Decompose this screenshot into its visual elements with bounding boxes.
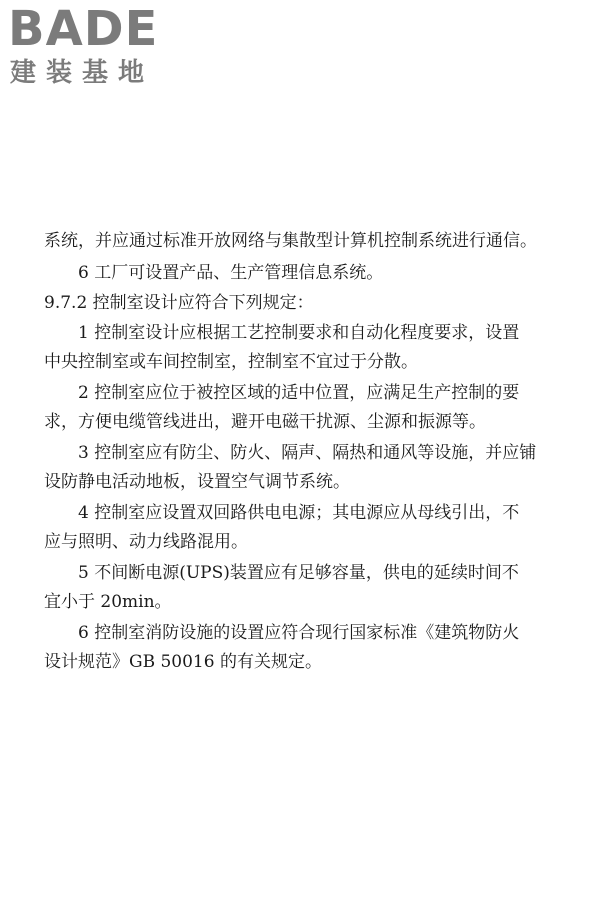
text-line: 2 控制室应位于被控区域的适中位置，应满足生产控制的要	[78, 383, 520, 403]
text-line: 4 控制室应设置双回路供电电源；其电源应从母线引出，不	[78, 503, 520, 523]
section-heading: 9.7.2 控制室设计应符合下列规定：	[44, 293, 314, 313]
text-line: 6 控制室消防设施的设置应符合现行国家标准《建筑物防火	[78, 623, 520, 643]
text-line: 设防静电活动地板，设置空气调节系统。	[44, 472, 350, 492]
text-line: 3 控制室应有防尘、防火、隔声、隔热和通风等设施，并应铺	[78, 443, 537, 463]
text-line: 6 工厂可设置产品、生产管理信息系统。	[78, 263, 384, 283]
logo-wordmark: BADE	[8, 1, 159, 57]
text-line: 5 不间断电源(UPS)装置应有足够容量，供电的延续时间不	[78, 563, 519, 583]
text-line: 求，方便电缆管线进出，避开电磁干扰源、尘源和振源等。	[44, 412, 486, 432]
logo-subtitle: 建装基地	[10, 58, 155, 88]
text-line: 应与照明、动力线路混用。	[44, 532, 248, 552]
text-line: 中央控制室或车间控制室，控制室不宜过于分散。	[44, 352, 418, 372]
text-line: 宜小于 20min。	[44, 592, 172, 612]
text-line: 系统，并应通过标准开放网络与集散型计算机控制系统进行通信。	[44, 231, 537, 251]
text-line: 1 控制室设计应根据工艺控制要求和自动化程度要求，设置	[78, 323, 520, 343]
text-line: 设计规范》GB 50016 的有关规定。	[44, 652, 322, 672]
